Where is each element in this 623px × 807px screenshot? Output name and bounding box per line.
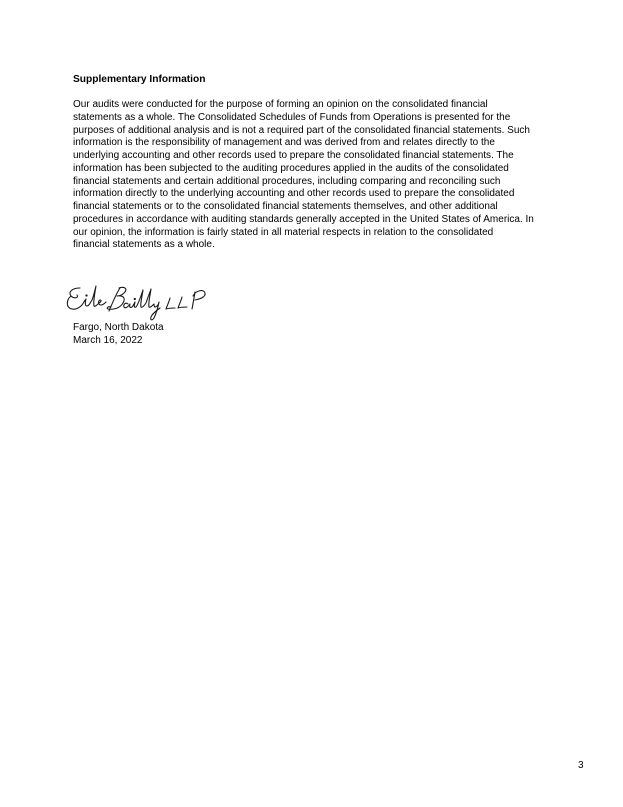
paragraph-line: Our audits were conducted for the purpose of forming an opinion on the consolidated financial <box>73 99 488 110</box>
handwritten-signature <box>62 280 212 322</box>
paragraph-line: underlying accounting and other records used to prepare the consolidated financial statements. The <box>73 150 514 161</box>
paragraph-line: information has been subjected to the auditing procedures applied in the audits of the consolidated <box>73 162 509 174</box>
section-heading: Supplementary Information <box>73 74 206 85</box>
paragraph-line: procedures in accordance with auditing standards generally accepted in the United States of America. In <box>73 213 534 225</box>
paragraph-line: information directly to the underlying accounting and other records used to prepare the consolidated <box>73 188 515 200</box>
section-paragraph <box>73 99 553 252</box>
signature-city: Fargo, North Dakota <box>73 322 164 333</box>
paragraph-line: statements as a whole. The Consolidated Schedules of Funds from Operations is presented for the <box>73 111 511 123</box>
paragraph-line: financial statements and certain additional procedures, including comparing and reconciling such <box>73 175 501 187</box>
paragraph-line: purposes of additional analysis and is not a required part of the consolidated financial statements. Such <box>73 124 530 136</box>
paragraph-line: financial statements as a whole. <box>73 239 215 251</box>
paragraph-line: our opinion, the information is fairly stated in all material respects in relation to the consolidated <box>73 226 494 238</box>
signature-date: March 16, 2022 <box>73 334 143 346</box>
paragraph-line: information is the responsibility of management and was derived from and relates directly to the <box>73 137 495 149</box>
signature-block <box>73 322 164 348</box>
signature-icon <box>62 280 212 322</box>
page-number: 3 <box>578 760 584 771</box>
paragraph-line: financial statements or to the consolidated financial statements themselves, and other additional <box>73 201 498 212</box>
